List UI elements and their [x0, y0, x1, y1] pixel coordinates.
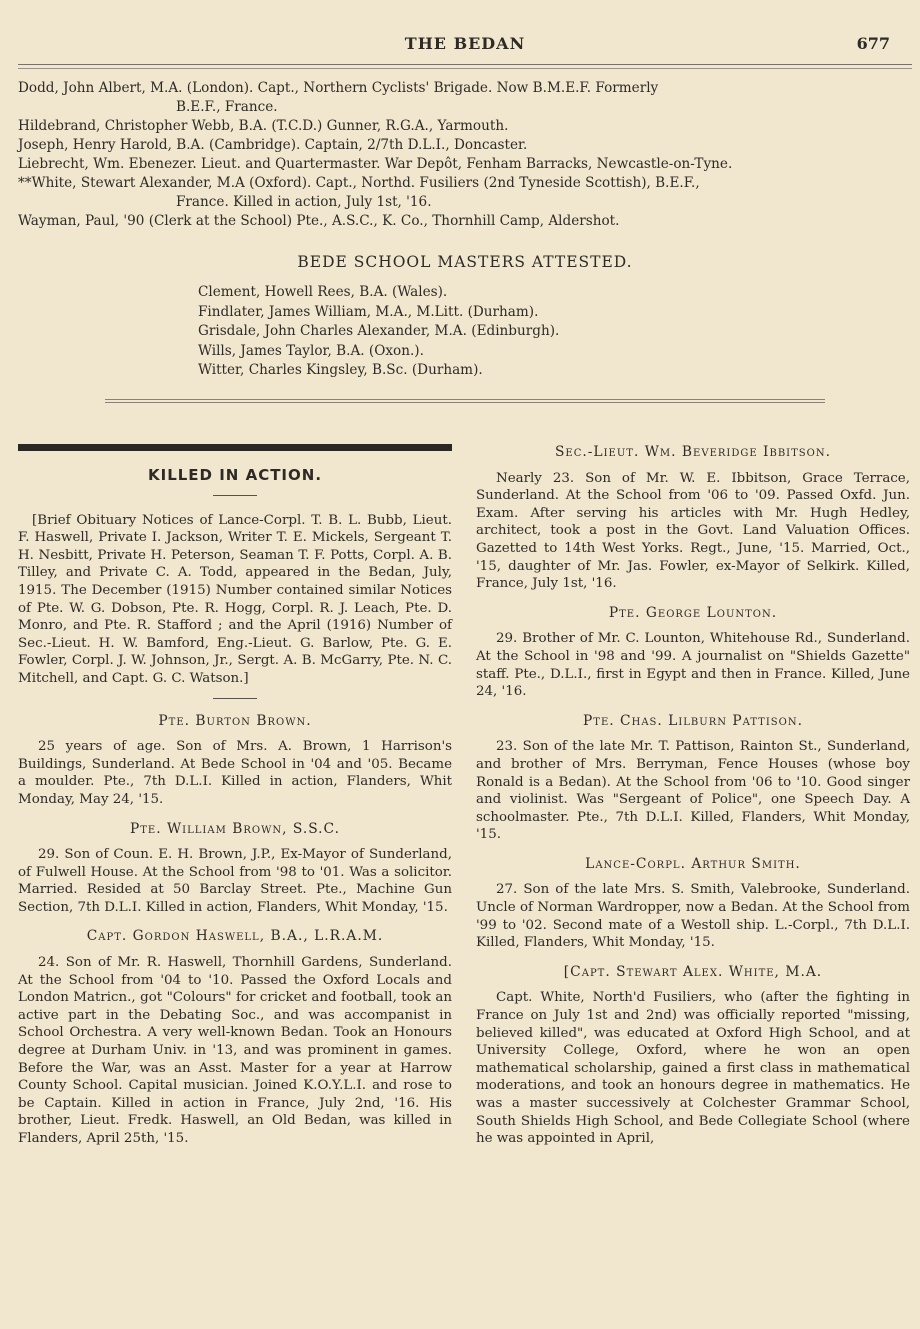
obituary-name: Pte. William Brown, S.S.C. — [129, 820, 341, 837]
obituary-text: 29. Son of Coun. E. H. Brown, J.P., Ex-Mayor of Sunderland, of Fulwell House. At the School from '98 to '01. Was a solicitor. Married. Resided at 50 Barclay Street. Pte., Machine Gun Section, 7th D.L.I. Killed in action, Flanders, Whit Monday, '15. — [18, 847, 452, 915]
attested-heading: BEDE SCHOOL MASTERS ATTESTED. — [297, 253, 633, 271]
masters-list — [18, 79, 912, 231]
header-rule — [18, 64, 912, 69]
list-item: Wills, James Taylor, B.A. (Oxon.). — [198, 342, 424, 359]
list-item: Grisdale, John Charles Alexander, M.A. (Edinburgh). — [198, 323, 560, 339]
obituary-text: 25 years of age. Son of Mrs. A. Brown, 1 Harrison's Buildings, Sunderland. At Bede School in '04 and '05. Became a moulder. Pte., 7th D.L.I. Killed in action, Flanders, Whit Monday, May 24, '15. — [18, 739, 452, 807]
section-divider — [105, 399, 825, 403]
list-item: Hildebrand, Christopher Webb, B.A. (T.C.D.) Gunner, R.G.A., Yarmouth. — [18, 118, 509, 134]
obituary-name: Pte. Burton Brown. — [158, 712, 312, 729]
obituary-name: Capt. Gordon Haswell, B.A., L.R.A.M. — [86, 928, 384, 945]
list-item: **White, Stewart Alexander, M.A (Oxford). Capt., Northd. Fusiliers (2nd Tyneside Scottish), B.E.F., France. Killed in action, July 1st, '16. — [18, 175, 700, 210]
obituary-name: Sec.-Lieut. Wm. Beveridge Ibbitson. — [554, 444, 831, 460]
page-number: 677 — [856, 34, 890, 53]
page-header — [18, 0, 912, 52]
journal-title: THE BEDAN — [404, 34, 526, 53]
short-rule — [213, 495, 257, 496]
list-item: Liebrecht, Wm. Ebenezer. Lieut. and Quartermaster. War Depôt, Fenham Barracks, Newcastle-on-Tyne. — [18, 156, 733, 172]
heavy-rule — [18, 444, 452, 451]
obituary-text: Capt. White, North'd Fusiliers, who (after the fighting in France on July 1st and 2nd) was officially reported "missing, believed killed", was educated at Oxford High School, and at University College, Oxford, where he won an open mathematical scholarship, gained a first class in mathematical moderations, and took an honours degree in mathematics. He was a master successively at Colchester Grammar School, South Shields High School, and Bede Collegiate School (where he was appointed in April, — [476, 990, 910, 1147]
list-item: Witter, Charles Kingsley, B.Sc. (Durham). — [198, 362, 483, 378]
obituary-name: Lance-Corpl. Arthur Smith. — [585, 855, 801, 872]
obituary-text: 27. Son of the late Mrs. S. Smith, Valebrooke, Sunderland. Uncle of Norman Wardropper, now a Bedan. At the School from '99 to '02. Second mate of a Westoll ship. L.-Corpl., 7th D.L.I. Killed, Flanders, Whit Monday, '15. — [476, 882, 910, 951]
list-item: Findlater, James William, M.A., M.Litt. (Durham). — [198, 303, 539, 320]
left-column — [18, 440, 452, 1148]
obituary-text: Nearly 23. Son of Mr. W. E. Ibbitson, Grace Terrace, Sunderland. At the School from '06 to '09. Passed Oxfd. Jun. Exam. After serving his articles with Mr. Hugh Hedley, architect, took a post in the Govt. Land Valuation Offices. Gazetted to 14th West Yorks. Regt., June, '15. Married, Oct., '15, daughter of Mr. Jas. Fowler, ex-Mayor of Selkirk. Killed, France, July 1st, '16. — [476, 470, 910, 592]
attested-list — [18, 283, 912, 381]
list-item: Joseph, Henry Harold, B.A. (Cambridge). Captain, 2/7th D.L.I., Doncaster. — [18, 137, 528, 153]
list-item: Clement, Howell Rees, B.A. (Wales). — [198, 284, 448, 300]
obituary-name: Pte. George Lounton. — [608, 604, 778, 621]
list-item: Dodd, John Albert, M.A. (London). Capt., Northern Cyclists' Brigade. Now B.M.E.F. Formerly B.E.F., France. — [18, 80, 659, 115]
obituary-text: 23. Son of the late Mr. T. Pattison, Rainton St., Sunderland, and brother of Mrs. Berryman, Fence Houses (whose boy Ronald is a Bedan). At the School from '06 to '10. Good singer and violinist. Was "Sergeant of Police", one Speech Day. A schoolmaster. Pte., 7th D.L.I. Killed, Flanders, Whit Monday, '15. — [476, 739, 910, 843]
brief-notice: [Brief Obituary Notices of Lance-Corpl. T. B. L. Bubb, Lieut. F. Haswell, Private I. Jackson, Writer T. E. Mickels, Sergeant T. H. Nesbitt, Private H. Peterson, Seaman T. F. Potts, Corpl. A. B. Tilley, and Private C. A. Todd, appeared in the Bedan, July, 1915. The December (1915) Number contained similar Notices of Pte. W. G. Dobson, Pte. R. Hogg, Corpl. R. J. Leach, Pte. D. Monro, and Pte. R. Stafford ; and the April (1916) Number of Sec.-Lieut. H. W. Bamford, Eng.-Lieut. G. Barlow, Pte. G. E. Fowler, Corpl. J. W. Johnson, Jr., Sergt. A. B. McGarry, Pte. N. C. Mitchell, and Capt. G. C. Watson.] — [18, 512, 452, 686]
obituary-name: Pte. Chas. Lilburn Pattison. — [583, 712, 803, 729]
obituary-text: 24. Son of Mr. R. Haswell, Thornhill Gardens, Sunderland. At the School from '04 to '10. Passed the Oxford Locals and London Matricn., got "Colours" for cricket and football, took an active part in the Debating Soc., and was accompanist in School Orchestra. A very well-known Bedan. Took an Honours degree at Durham Univ. in '13, and was prominent in games. Before the War, was an Asst. Master for a year at Harrow County School. Capital musician. Joined K.O.Y.L.I. and rose to be Captain. Killed in action in France, July 2nd, '16. His brother, Lieut. Fredk. Haswell, an Old Bedan, was killed in Flanders, April 25th, '15. — [18, 955, 452, 1146]
right-column — [476, 440, 910, 1148]
list-item: Wayman, Paul, '90 (Clerk at the School) Pte., A.S.C., K. Co., Thornhill Camp, Aldershot. — [18, 213, 620, 229]
kia-heading: KILLED IN ACTION. — [147, 466, 323, 484]
obituary-name: [Capt. Stewart Alex. White, M.A. — [563, 963, 823, 980]
short-rule — [213, 698, 257, 699]
obituary-columns — [18, 440, 912, 1148]
obituary-text: 29. Brother of Mr. C. Lounton, Whitehouse Rd., Sunderland. At the School in '98 and '99. A journalist on "Shields Gazette" staff. Pte., D.L.I., first in Egypt and then in France. Killed, June 24, '16. — [476, 631, 910, 700]
